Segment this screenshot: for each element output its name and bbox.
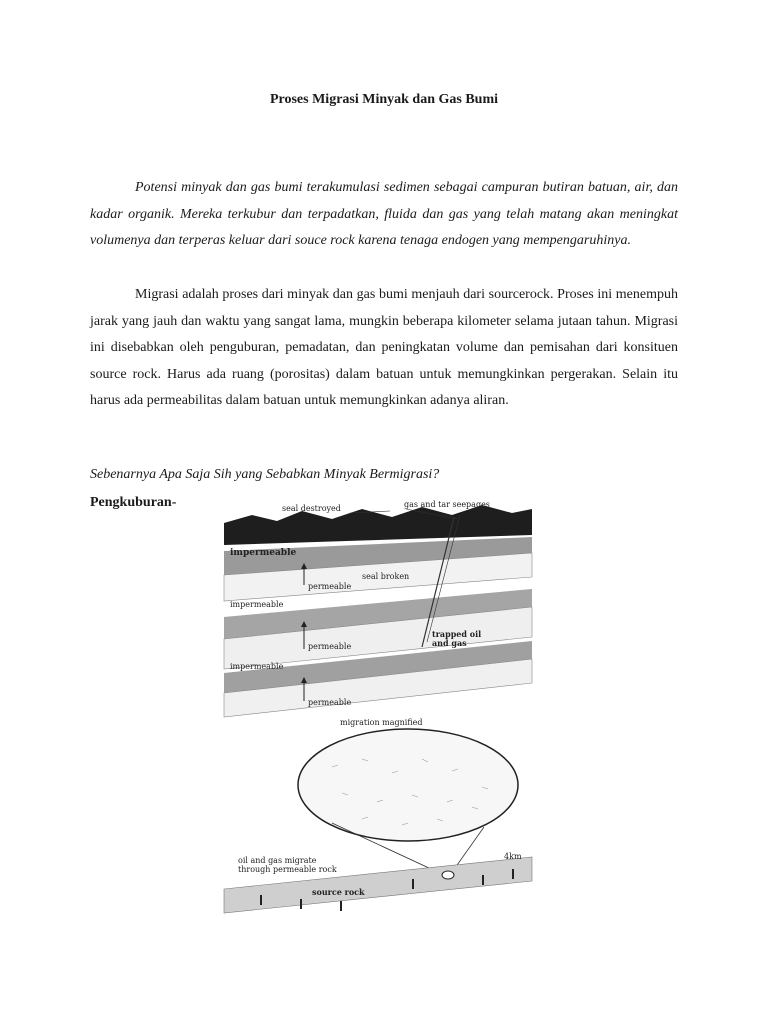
label-impermeable-2: impermeable	[230, 600, 284, 609]
migration-diagram	[222, 497, 534, 921]
label-source-rock: source rock	[312, 887, 365, 897]
label-oil-gas-2: through permeable rock	[238, 865, 337, 874]
label-seal-destroyed: seal destroyed	[282, 504, 341, 513]
label-oil-gas-1: oil and gas migrate	[238, 856, 317, 865]
surface-layer	[224, 505, 532, 545]
label-depth: 4km	[504, 852, 522, 861]
label-permeable-1: permeable	[308, 582, 352, 591]
paragraph-migration: Migrasi adalah proses dari minyak dan gas bumi menjauh dari sourcerock. Proses ini menempuh jarak yang jauh dan waktu yang sangat lama, mungkin beberapa kilometer selama jutaan tahun. Migrasi ini disebabkan oleh penguburan, pemadatan, dan peningkatan volume dan pemisahan dari konsituen source rock. Harus ada ruang (porositas) dalam batuan untuk memungkinkan pergerakan. Selain itu harus ada permeabilitas dalam batuan untuk memungkinkan adanya aliran.	[90, 287, 678, 408]
label-permeable-3: permeable	[308, 698, 352, 707]
label-migration-magnified: migration magnified	[340, 718, 423, 727]
label-trapped: trapped oil	[432, 629, 482, 639]
magnified-ellipse	[298, 729, 518, 841]
label-impermeable-1: impermeable	[230, 548, 297, 558]
paragraph-intro: Potensi minyak dan gas bumi terakumulasi sedimen sebagai campuran butiran batuan, air, dan kadar organik. Mereka terkubur dan terpadatkan, fluida dan gas yang telah matang akan meningkat volumenya dan terperas keluar dari souce rock karena tenaga endogen yang mempengaruhinya.	[90, 180, 678, 248]
label-gas-tar: gas and tar seepages	[404, 500, 490, 509]
document-title: Proses Migrasi Minyak dan Gas Bumi	[269, 92, 499, 107]
label-permeable-2: permeable	[308, 642, 352, 651]
subheading-burial: Pengkuburan-	[90, 495, 177, 510]
label-impermeable-3: impermeable	[230, 662, 284, 671]
label-seal-broken: seal broken	[362, 572, 410, 581]
question-heading: Sebenarnya Apa Saja Sih yang Sebabkan Minyak Bermigrasi?	[90, 467, 440, 482]
label-trapped-2: and gas	[432, 638, 467, 648]
